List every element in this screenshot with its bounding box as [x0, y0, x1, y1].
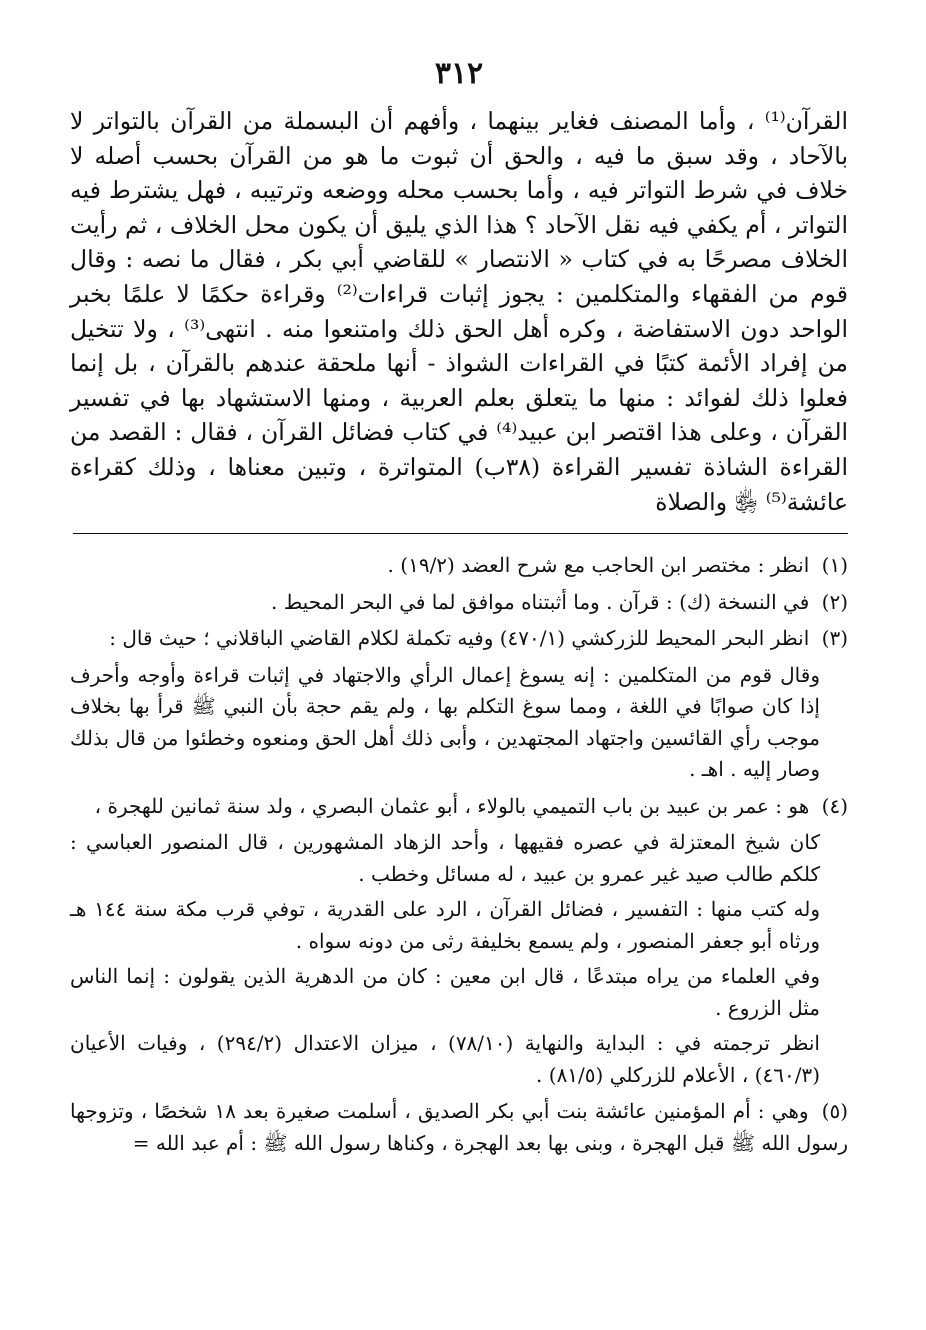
- main-text: [70, 104, 848, 519]
- main-paragraph: القرآن⁽¹⁾ ، وأما المصنف فغاير بينهما ، وأفهم أن البسملة من القرآن بالتواتر لا بالآحاد ، وقد سبق ما فيه ، والحق أن ثبوت ما هو من القرآن بحسب أصله لا خلاف في شرط التواتر فيه ، وأما بحسب محله ووضعه وترتيبه ، فهل يشترط فيه التواتر ، أم يكفي فيه نقل الآحاد ؟ هذا الذي يليق أن يكون محل الخلاف ، ثم رأيت الخلاف مصرحًا به في كتاب « الانتصار » للقاضي أبي بكر ، فقال ما نصه : وقال قوم من الفقهاء والمتكلمين : يجوز إثبات قراءات⁽²⁾ وقراءة حكمًا لا علمًا بخبر الواحد دون الاستفاضة ، وكره أهل الحق ذلك وامتنعوا منه . انتهى⁽³⁾ ، ولا تتخيل من إفراد الأئمة كتبًا في القراءات الشواذ - أنها ملحقة عندهم بالقرآن ، بل إنما فعلوا ذلك لفوائد : منها ما يتعلق بعلم العربية ، ومنها الاستشهاد بها في تفسير القرآن ، وعلى هذا اقتصر ابن عبيد⁽⁴⁾ في كتاب فضائل القرآن ، فقال : القصد من القراءة الشاذة تفسير القراءة (٣٨ب) المتواترة ، وتبين معناها ، وذلك كقراءة عائشة⁽⁵⁾ ﵂ والصلاة: [70, 107, 849, 516]
- footnote-text: وهي : أم المؤمنين عائشة بنت أبي بكر الصديق ، أسلمت صغيرة بعد ١٨ شخصًا ، وتزوجها رسول الله ﷺ قبل الهجرة ، وبنى بها بعد الهجرة ، وكناها رسول الله ﷺ : أم عبد الله =: [70, 1099, 848, 1155]
- footnote-5: [70, 1096, 848, 1159]
- footnote-number: (٣): [821, 626, 848, 651]
- footnote-paragraph: وقال قوم من المتكلمين : إنه يسوغ إعمال الرأي والاجتهاد في إثبات قراءة وأوجه وأحرف إذا كان صوابًا في اللغة ، ومما سوغ التكلم بها ، ولم يقم حجة بأن النبي ﷺ قرأ بها بخلاف موجب رأي القائسين واجتهاد المجتهدين ، وأبى ذلك أهل الحق ومنعوه وخطئوا من قال بذلك وصار إليه . اهـ .: [70, 662, 820, 782]
- footnote-text: هو : عمر بن عبيد بن باب التميمي بالولاء ، أبو عثمان البصري ، ولد سنة ثمانين للهجرة ،: [94, 793, 810, 818]
- footnote-text: في النسخة (ك) : قرآن . وما أثبتناه موافق لما في البحر المحيط .: [270, 589, 810, 614]
- footnote-1: [70, 550, 848, 582]
- footnote-paragraph: وله كتب منها : التفسير ، فضائل القرآن ، الرد على القدرية ، توفي قرب مكة سنة ١٤٤ هـ ورثاه أبو جعفر المنصور ، ولم يسمع بخليفة رثى من دونه سواه .: [70, 897, 820, 953]
- footnote-number: (٥): [821, 1099, 849, 1124]
- footnote-2: [70, 587, 848, 619]
- footnote-number: (١): [821, 553, 848, 578]
- footnote-paragraph: كان شيخ المعتزلة في عصره فقيهها ، وأحد الزهاد المشهورين ، قال المنصور العباسي : كلكم طالب صيد غير عمرو بن عبيد ، له مسائل وخطب .: [70, 830, 820, 886]
- footnotes: [70, 550, 848, 1159]
- footnote-text: انظر : مختصر ابن الحاجب مع شرح العضد (١٩/٢) .: [387, 553, 810, 578]
- footnote-number: (٤): [821, 793, 848, 818]
- footnote-3-continuation: [70, 660, 820, 786]
- footnote-number: (٢): [821, 589, 848, 614]
- footnote-4: [70, 791, 848, 823]
- footnote-paragraph: وفي العلماء من يراه مبتدعًا ، قال ابن معين : كان من الدهرية الذين يقولون : إنما الناس مثل الزروع .: [70, 964, 820, 1020]
- footnote-paragraph: انظر ترجمته في : البداية والنهاية (٧٨/١٠) ، ميزان الاعتدال (٢٩٤/٢) ، وفيات الأعيان (٤٦٠/٣) ، الأعلام للزركلي (٨١/٥) .: [70, 1031, 820, 1087]
- footnote-3: [70, 623, 848, 655]
- footnote-separator: [73, 533, 848, 534]
- page-number: ٣١٢: [434, 56, 484, 91]
- footnote-4-continuation: [70, 827, 820, 1091]
- footnote-text: انظر البحر المحيط للزركشي (٤٧٠/١) وفيه تكملة لكلام القاضي الباقلاني ؛ حيث قال :: [109, 626, 810, 651]
